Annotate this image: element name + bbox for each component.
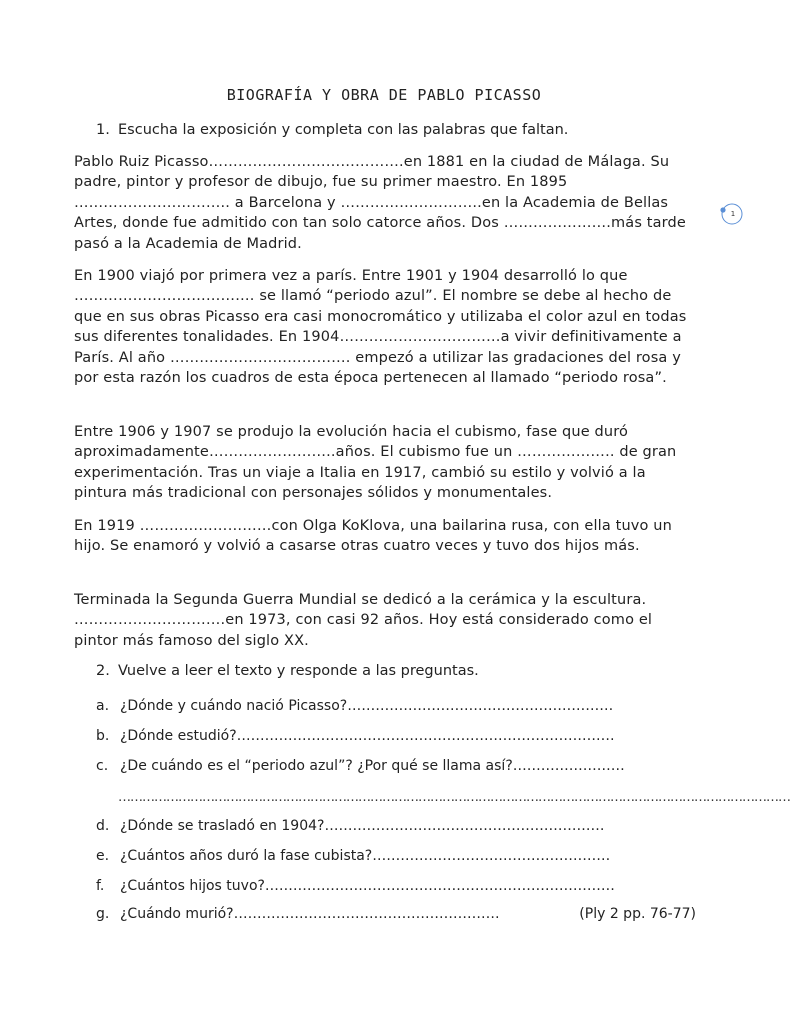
question-b-text: ¿Dónde estudió?……………………………………………………………………… [120, 728, 615, 744]
paragraph-blue-rose-period: En 1900 viajó por primera vez a parís. Entre 1901 y 1904 desarrolló lo que ………………………………. se llamó “periodo azul”. El nombre se debe al hecho de que en sus obras Picasso era casi monocromático y utilizaba el color azul en todas sus diferentes tonalidades. En 1904……………………………a vivir definitivamente a París. Al año ………………………………. empezó a utilizar las gradaciones del rosa y por esta razón los cuadros de esta época pertenecen al llamado “periodo rosa”. [74, 268, 687, 387]
section-1-text: Escucha la exposición y completa con las palabras que faltan. [118, 122, 569, 138]
question-f: f. ¿Cuántos hijos tuvo?………………………………………………………………… [96, 878, 615, 894]
question-c-answer-line: …………………………………………………………………………………………………………………………………………………… [118, 790, 790, 805]
question-b: b. ¿Dónde estudió?……………………………………………………………………… [96, 728, 615, 744]
question-d: d. ¿Dónde se trasladó en 1904?…………………………………………………… [96, 818, 605, 834]
page-title: BIOGRAFÍA Y OBRA DE PABLO PICASSO [226, 86, 542, 104]
comment-marker-label: 1 [730, 210, 736, 218]
section-1-instruction [96, 122, 568, 138]
question-f-text: ¿Cuántos hijos tuvo?………………………………………………………………… [120, 878, 615, 894]
paragraph-death: Terminada la Segunda Guerra Mundial se dedicó a la cerámica y la escultura. ………………………….en 1973, con casi 92 años. Hoy está considerado como el pintor más famoso del siglo XX. [74, 592, 653, 649]
paragraph-cubism: Entre 1906 y 1907 se produjo la evolución hacia el cubismo, fase que duró aproximadamente……………………..años. El cubismo fue un ……………….. de gran experimentación. Tras un viaje a Italia en 1917, cambió su estilo y volvió a la pintura más tradicional con personajes sólidos y monumentales. [74, 424, 677, 502]
question-c: c. ¿De cuándo es el “periodo azul”? ¿Por qué se llama así?…………………… [96, 758, 625, 774]
section-2-instruction [96, 663, 479, 679]
comment-bubble-icon [720, 202, 744, 226]
comment-marker-icon[interactable] [720, 202, 744, 226]
section-1-number: 1. [96, 122, 110, 138]
paragraph-birth: Pablo Ruiz Picasso………………………………….en 1881 en la ciudad de Málaga. Su padre, pintor y profesor de dibujo, fue su primer maestro. En 1895 ………………………….. a Barcelona y ………………………..en la Academia de Bellas Artes, donde fue admitido con tan solo catorce años. Dos ………………….más tarde pasó a la Academia de Madrid. [74, 154, 686, 252]
page-reference: (Ply 2 pp. 76-77) [579, 906, 696, 922]
question-g: g. ¿Cuándo murió?………………………………………………… (Ply 2 pp. 76-77) [96, 906, 696, 922]
section-2-number: 2. [96, 663, 110, 679]
section-2-text: Vuelve a leer el texto y responde a las preguntas. [118, 663, 479, 679]
paragraph-marriage: En 1919 ………………………con Olga KoKlova, una bailarina rusa, con ella tuvo un hijo. Se enamoró y volvió a casarse otras cuatro veces y tuvo dos hijos más. [74, 518, 672, 555]
question-c-text: ¿De cuándo es el “periodo azul”? ¿Por qué se llama así?…………………… [120, 758, 625, 774]
question-e-text: ¿Cuántos años duró la fase cubista?…………………………………………… [120, 848, 611, 864]
question-a-text: ¿Dónde y cuándo nació Picasso?………………………………………………… [120, 698, 614, 714]
question-d-text: ¿Dónde se trasladó en 1904?…………………………………………………… [120, 818, 605, 834]
question-e: e. ¿Cuántos años duró la fase cubista?…………………………………………… [96, 848, 611, 864]
question-g-text: ¿Cuándo murió?………………………………………………… [120, 906, 500, 922]
question-a: a. ¿Dónde y cuándo nació Picasso?………………………………………………… [96, 698, 614, 714]
